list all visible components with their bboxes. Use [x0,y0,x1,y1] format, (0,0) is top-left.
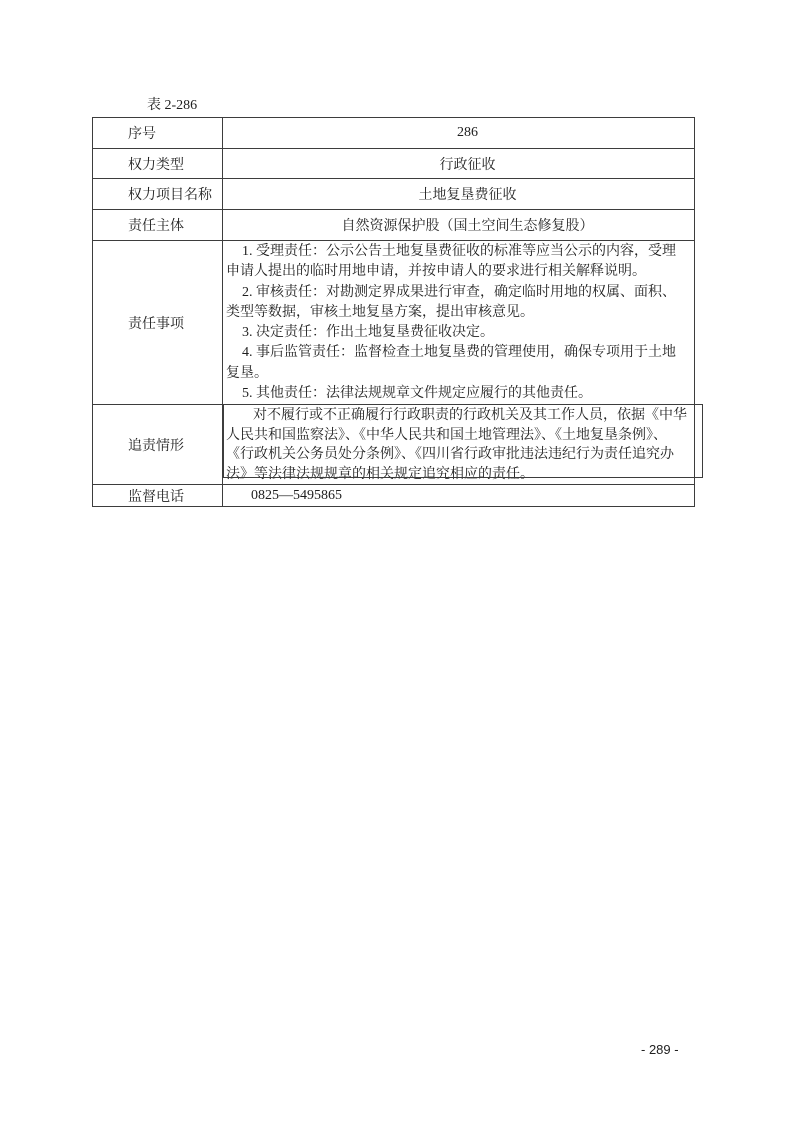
page-number: - 289 - [641,1042,679,1057]
row-power-type [93,148,694,178]
text-line: 1. 受理责任：公示公告土地复垦费征收的标准等应当公示的内容，受理 [242,244,676,259]
text-line: 法》等法律法规规章的相关规定追究相应的责任。 [226,466,534,482]
text-line: 《行政机关公务员处分条例》、《四川省行政审批违法违纪行为责任追究办 [226,447,674,462]
text-line: 类型等数据，审核土地复垦方案，提出审核意见。 [226,304,534,320]
row-value [223,405,694,484]
row-label: 追责情形 [93,405,223,484]
text-line: 3. 决定责任：作出土地复垦费征收决定。 [242,325,494,341]
row-label: 权力类型 [93,149,223,178]
row-label: 责任主体 [93,210,223,240]
row-power-item-name [93,178,694,209]
table-caption: 表 2-286 [147,98,198,113]
row-supervision-phone [93,484,694,506]
text-line: 对不履行或不正确履行行政职责的行政机关及其工作人员，依据《中华 [253,408,687,423]
row-value: 自然资源保护股（国土空间生态修复股） [341,219,594,234]
text-line: 2. 审核责任：对勘测定界成果进行审查，确定临时用地的权属、面积、 [242,284,676,300]
text-line: 申请人提出的临时用地申请，并按申请人的要求进行相关解释说明。 [226,264,646,280]
row-label: 监督电话 [93,485,223,506]
row-label: 权力项目名称 [93,179,223,209]
row-value: 286 [457,125,478,140]
text-line: 5. 其他责任：法律法规规章文件规定应履行的其他责任。 [242,386,592,402]
text-line: 4. 事后监管责任：监督检查土地复垦费的管理使用，确保专项用于土地 [242,345,676,361]
row-responsibility-items [93,240,694,404]
row-value: 土地复垦费征收 [418,188,517,203]
responsibility-table [92,117,695,507]
row-value: 行政征收 [439,157,496,173]
row-accountability-situations [93,404,694,484]
row-value [223,241,694,404]
row-responsible-entity [93,209,694,240]
row-label: 序号 [93,118,223,148]
text-line: 复垦。 [226,365,268,381]
row-serial-number [93,118,694,148]
row-value: 0825—5495865 [251,487,342,503]
text-line: 人民共和国监察法》、《中华人民共和国土地管理法》、《土地复垦条例》、 [226,427,667,443]
row-label: 责任事项 [93,241,223,404]
